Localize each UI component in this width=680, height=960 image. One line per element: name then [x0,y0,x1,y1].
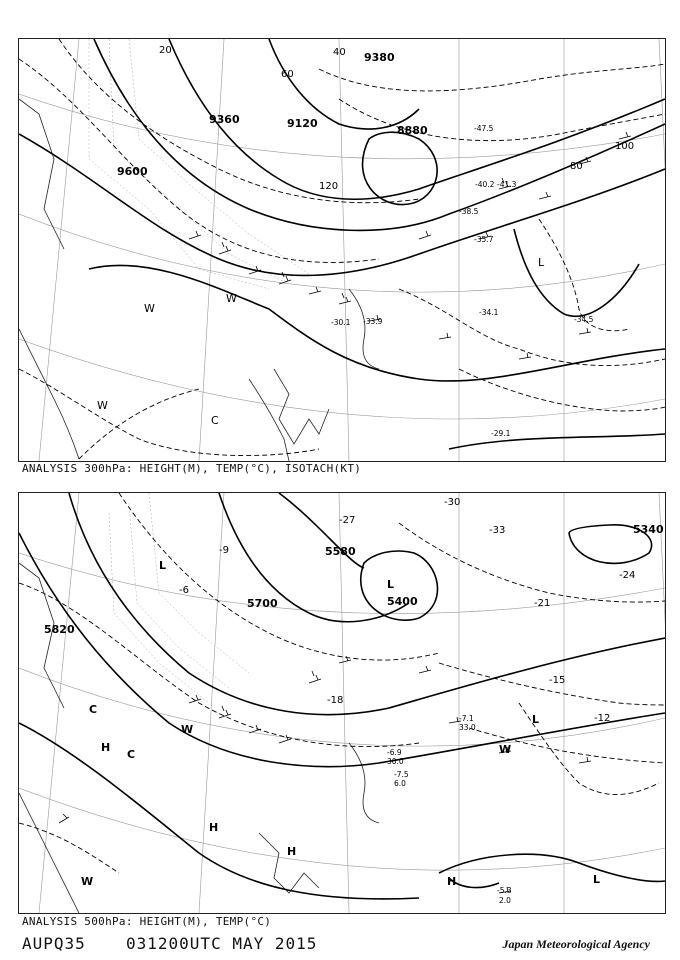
system-marker: W [144,302,155,315]
station-value: -6.9 [387,748,402,757]
caption-500hpa: ANALYSIS 500hPa: HEIGHT(M), TEMP(°C) [22,915,272,928]
isotherm-label: -33 [489,525,506,536]
height-label: 9360 [209,113,240,126]
map-500hpa-canvas [19,493,665,913]
station-value: 30.0 [387,757,404,766]
pressure-system-markers [97,256,545,427]
isotach-label: 40 [333,47,346,58]
isotherm-label: -21 [534,598,551,609]
height-label: 5340 [633,523,664,536]
isotachs [19,39,665,459]
isotherm-label: -12 [594,713,611,724]
cold-marker: C [89,703,98,716]
temperature-label: -47.5 [474,124,494,133]
isotach-label: 60 [281,69,294,80]
isotherm-label: -18 [327,695,344,706]
system-marker: C [211,414,219,427]
temperature-label: -34.1 [479,308,499,317]
jet-hatch-area [89,39,309,289]
temperature-label: -33.9 [363,317,383,326]
graticule [19,39,665,461]
isotherm-label: -6 [179,585,189,596]
cold-hatch-area [109,493,249,703]
isotherm-labels [179,497,635,724]
caption-300hpa: ANALYSIS 300hPa: HEIGHT(M), TEMP(°C), ISOTACH(KT) [22,462,362,475]
high-marker: H [287,845,297,858]
pressure-system-markers [81,559,600,888]
low-marker: L [532,713,540,726]
temperature-label: -30.1 [331,318,351,327]
warm-marker: W [181,723,194,736]
temperature-label: -29.1 [491,429,511,438]
coastline [19,563,379,913]
temperature-label: -34.5 [574,315,594,324]
analysis-500hpa-map [18,492,666,914]
station-value: 33.0 [459,723,476,732]
temperature-label: -41.3 [497,180,517,189]
low-marker: L [387,578,395,591]
station-value: -7.5 [394,770,409,779]
isotherm-label: -9 [219,545,229,556]
low-marker: L [159,559,167,572]
system-marker: W [97,399,108,412]
agency-name: Japan Meteorological Agency [502,937,650,951]
high-marker: H [447,875,457,888]
station-value: -5.3 [497,886,512,895]
wind-barbs [189,132,631,359]
chart-footer [22,934,662,956]
high-marker: H [209,821,219,834]
station-value: 2.0 [499,896,511,905]
isotherm-label: -27 [339,515,356,526]
cold-marker: C [127,748,136,761]
height-label: 9600 [117,165,148,178]
temperature-label: -38.5 [459,207,479,216]
isotherm-label: -30 [444,497,461,508]
chart-id: AUPQ35 [22,934,86,953]
wind-barbs [59,656,591,893]
isotach-label: 120 [319,181,339,192]
map-300hpa-canvas [19,39,665,461]
coastline [19,99,379,461]
height-label: 5400 [387,595,418,608]
high-marker: H [101,741,111,754]
valid-time: 031200UTC MAY 2015 [126,934,318,953]
height-label: 9120 [287,117,318,130]
height-label: 8880 [397,124,428,137]
height-label: 5700 [247,597,278,610]
analysis-300hpa-map [18,38,666,462]
system-marker: L [538,256,545,269]
temperature-label: -40.2 [475,180,495,189]
station-value: -7.1 [459,714,474,723]
system-marker: W [226,292,237,305]
height-label: 5820 [44,623,75,636]
temperature-label: -35.7 [474,235,494,244]
height-label: 5580 [325,545,356,558]
temperature-labels [331,124,594,438]
isotach-label: 100 [615,141,635,152]
isotherm-label: -15 [549,675,566,686]
low-marker: L [593,873,601,886]
isotach-label: 20 [159,45,172,56]
isotach-label: 80 [570,161,583,172]
warm-marker: W [81,875,94,888]
height-labels [117,51,428,178]
height-label: 9380 [364,51,395,64]
station-value: 6.0 [394,779,406,788]
warm-marker: W [499,743,512,756]
isotherm-label: -24 [619,570,636,581]
